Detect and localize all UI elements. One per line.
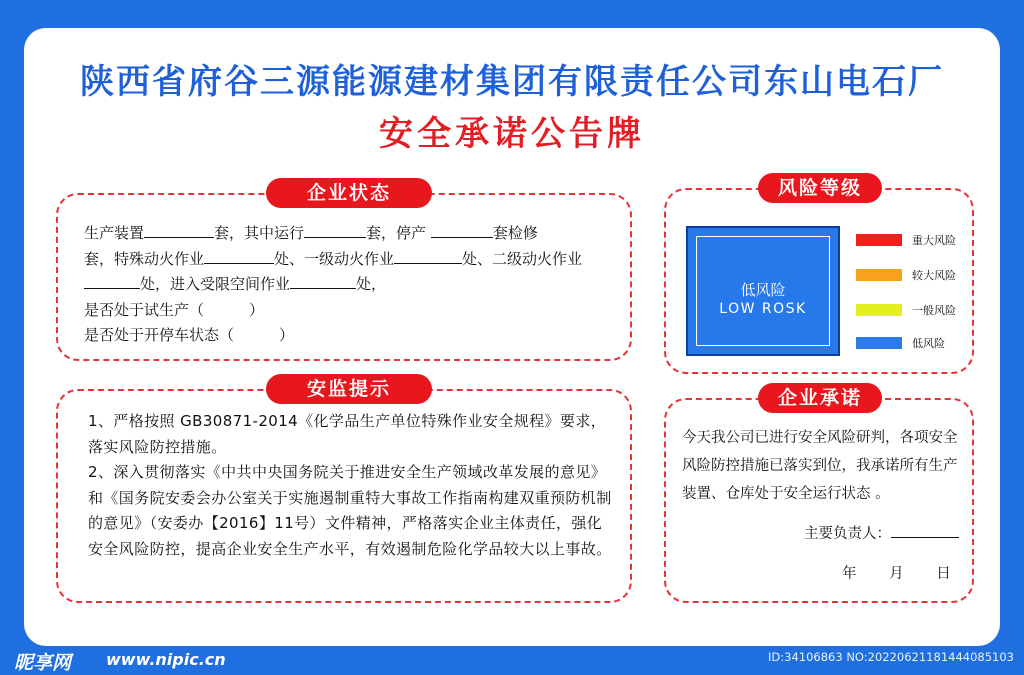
watermark-id: ID:34106863 NO:20220621181444085103 (768, 650, 1014, 664)
status-text: 处、二级动火作业 (462, 249, 583, 268)
watermark-logo: 昵享网 (14, 652, 72, 674)
legend-label: 低风险 (912, 337, 945, 350)
promise-text: 今天我公司已进行安全风险研判，各项安全风险防控措施已落实到位，我承诺所有生产装置、仓库处于安全运行状态 。 (682, 430, 958, 502)
risk-panel (664, 177, 974, 374)
status-text: 套检修 (492, 224, 538, 242)
blank-field[interactable] (431, 223, 493, 238)
board-title: 安全承诺公告牌 (379, 114, 645, 154)
status-text: 生产装置 (84, 224, 145, 242)
risk-label: 风险等级 (758, 173, 882, 203)
date-day: 日 (936, 566, 951, 582)
blank-field[interactable] (84, 274, 140, 289)
blank-field[interactable] (304, 223, 366, 238)
legend-swatch (856, 269, 902, 281)
legend-label: 重大风险 (912, 234, 956, 247)
status-line-4: 是否处于试生产（ ） (84, 300, 265, 319)
company-name: 陕西省府谷三源能源建材集团有限责任公司东山电石厂 (80, 62, 944, 102)
status-line-2 (84, 247, 624, 273)
tips-paragraph-2: 2、深入贯彻落实《中共中央国务院关于推进安全生产领域改革发展的意见》和《国务院安委会办公室关于实施遏制重特大事故工作指南构建双重预防机制的意见》（安委办【2016】11号）文件精神，严格落实企业主体责任，强化安全风险防控，提高企业安全生产水平，有效遏制危险化学品较大以上事故。 (88, 463, 612, 558)
current-risk-frame (696, 236, 830, 346)
status-text: 处，进入受限空间作业 (140, 275, 291, 293)
tips-paragraph-1: 1、严格按照 GB30871-2014《化学品生产单位特殊作业安全规程》要求，落实风险防控措施。 (88, 412, 607, 456)
status-line-1 (84, 221, 624, 247)
current-risk-box (686, 226, 840, 356)
status-text: 处， (356, 275, 387, 293)
legend-label: 较大风险 (912, 269, 956, 282)
blank-field[interactable] (204, 249, 274, 264)
tips-content (88, 409, 616, 562)
legend-swatch (856, 234, 902, 246)
watermark-url: www.nipic.cn (106, 650, 226, 669)
current-risk-en: LOW ROSK (719, 301, 807, 317)
status-label: 企业状态 (266, 178, 432, 208)
status-text: 套，其中运行 (214, 224, 305, 242)
status-panel (56, 182, 632, 361)
tips-panel (56, 378, 632, 603)
blank-field[interactable] (394, 249, 462, 264)
blank-field[interactable] (144, 223, 214, 238)
legend-swatch (856, 337, 902, 349)
status-line-5: 是否处于开停车状态（ ） (84, 326, 295, 344)
notice-board (24, 28, 1000, 646)
date-line (842, 562, 951, 583)
date-year: 年 (842, 566, 857, 582)
promise-label: 企业承诺 (758, 383, 882, 413)
legend-label: 一般风险 (912, 304, 956, 317)
blank-field[interactable] (290, 274, 356, 289)
signature-line (804, 522, 959, 543)
legend-swatch (856, 304, 902, 316)
status-line-3 (84, 272, 624, 298)
date-month: 月 (889, 566, 904, 582)
tips-label: 安监提示 (266, 374, 432, 404)
signature-label: 主要负责人： (804, 526, 891, 542)
current-risk-cn: 低风险 (740, 281, 786, 299)
status-content (84, 221, 624, 349)
promise-panel (664, 387, 974, 603)
status-text: 套，停产 (366, 224, 427, 242)
status-text: 套，特殊动火作业 (84, 249, 205, 268)
status-text: 处、一级动火作业 (274, 249, 395, 268)
signature-blank[interactable] (891, 525, 959, 538)
